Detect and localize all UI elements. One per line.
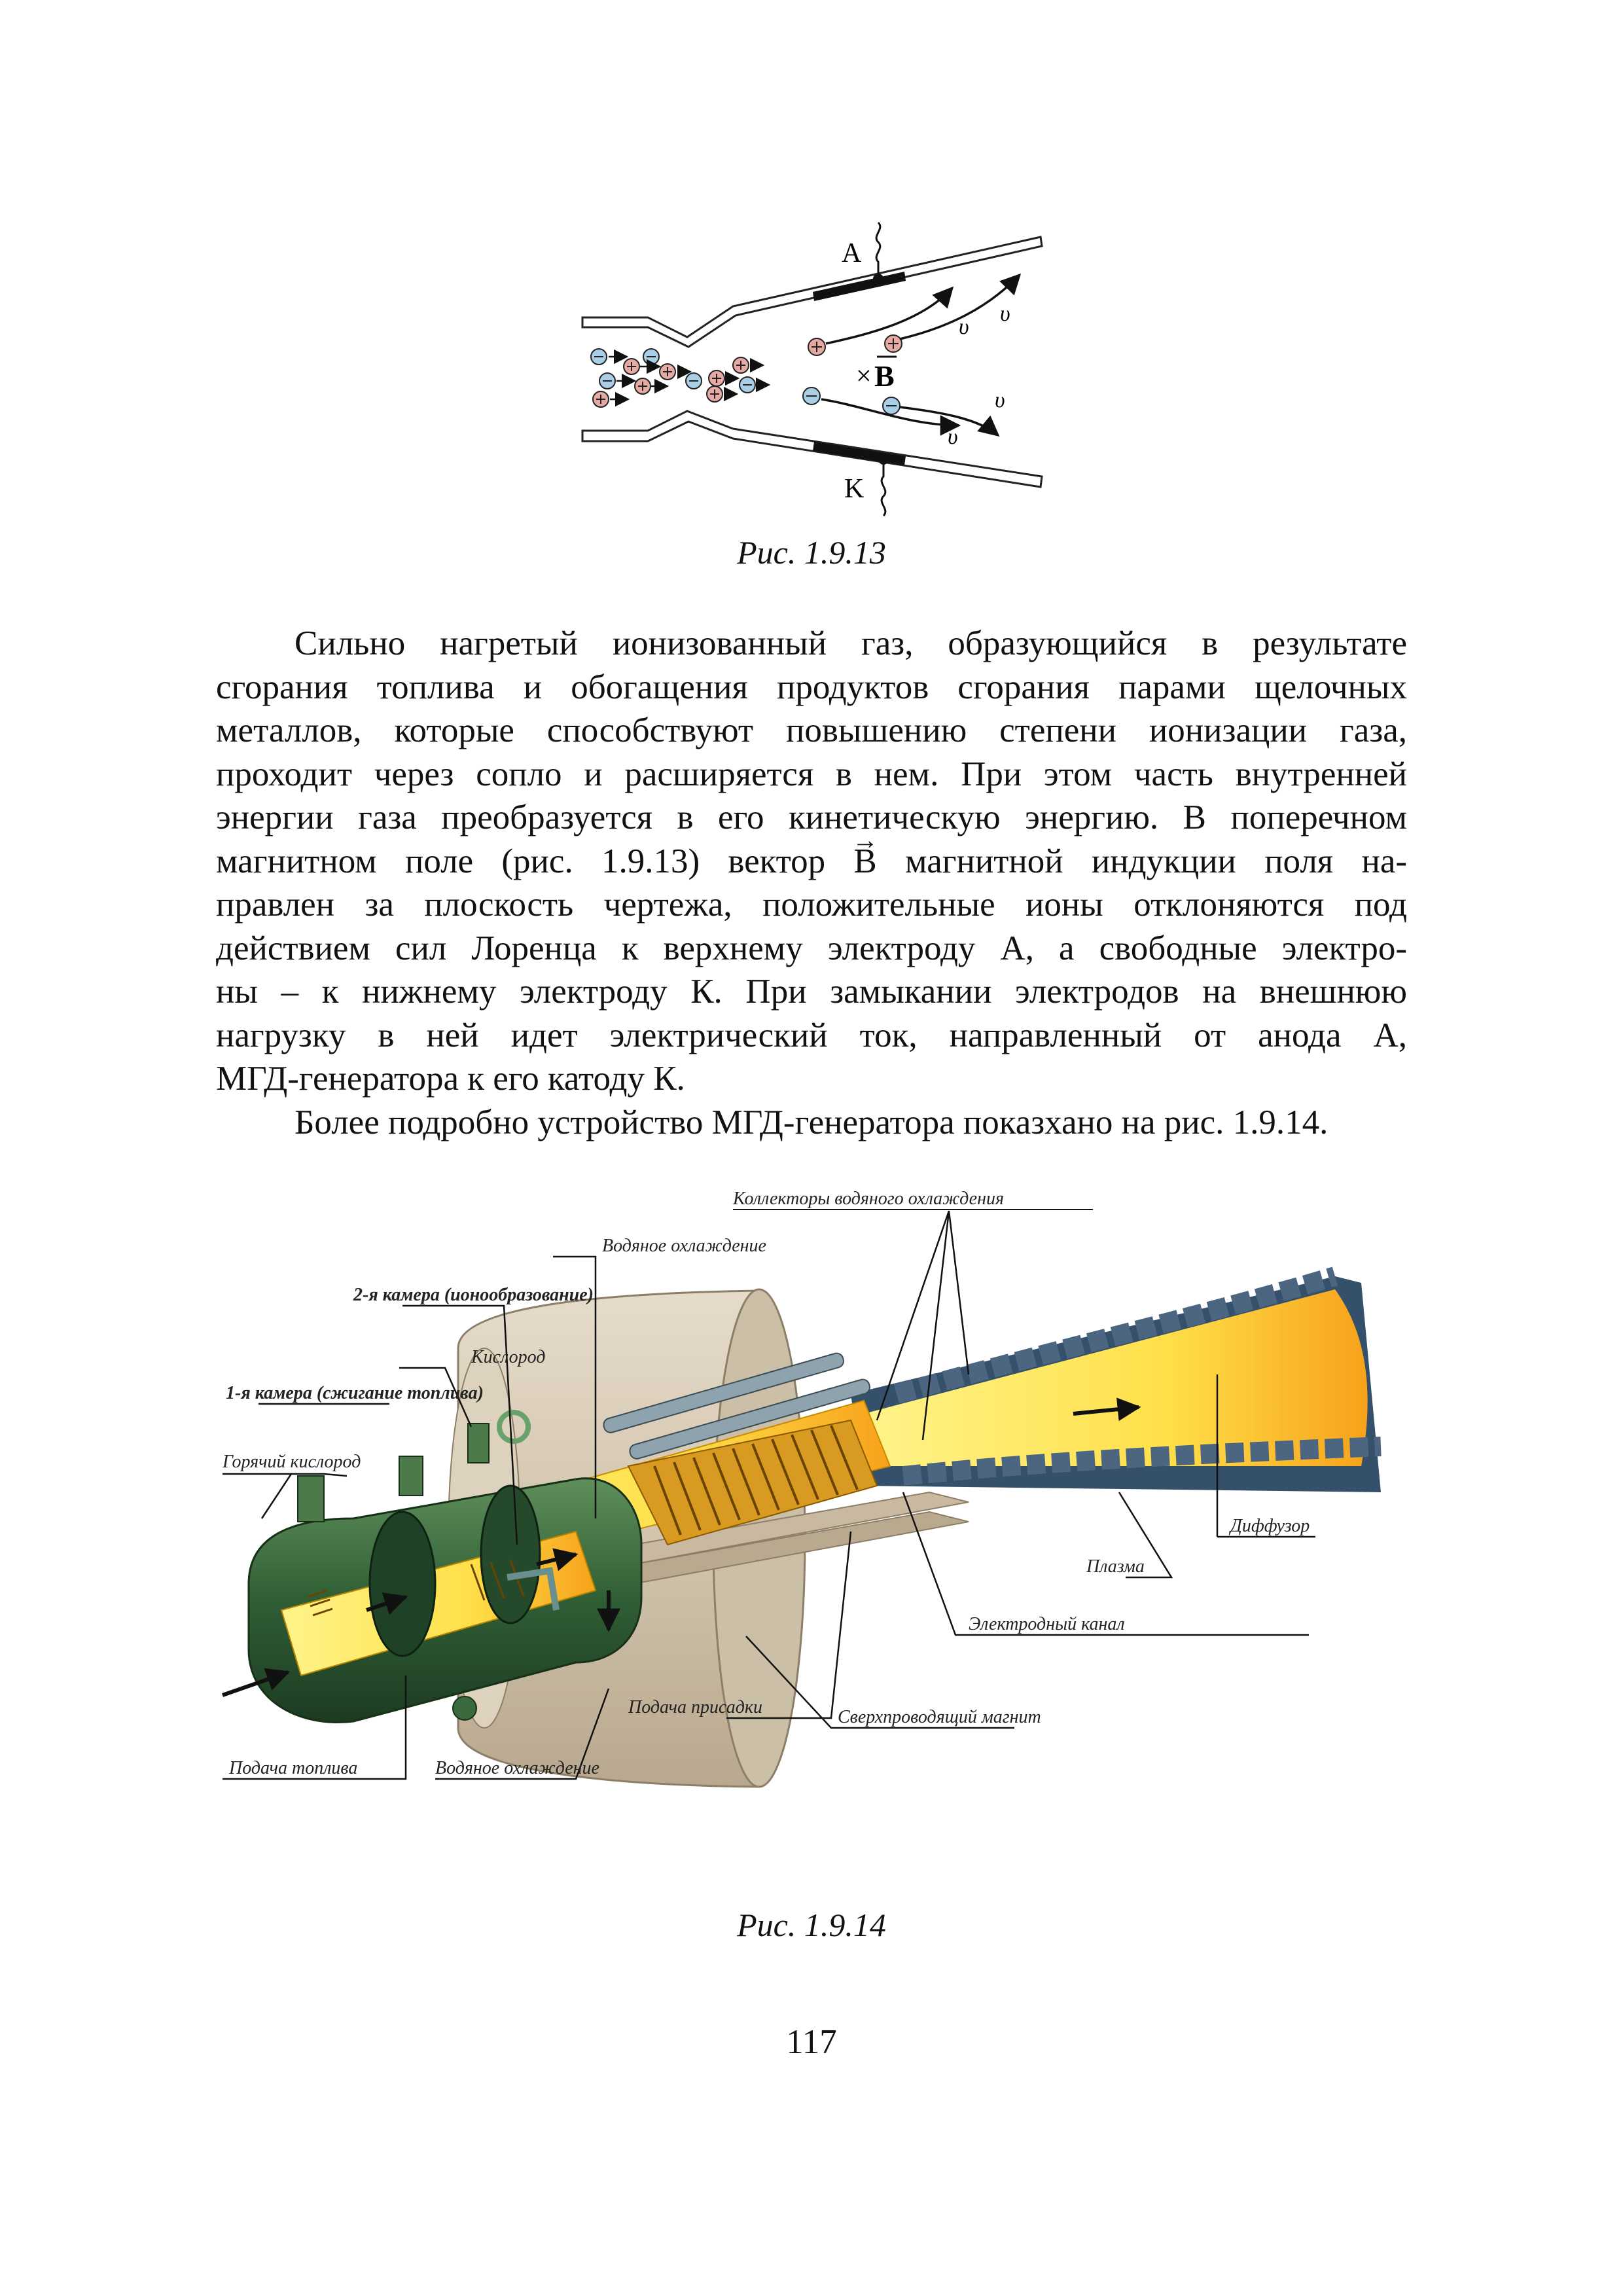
label-water-cooling-bottom: Водяное охлаждение xyxy=(435,1758,599,1778)
velocity-label: υ xyxy=(995,388,1005,412)
text-line: проходит через сопло и расширяется в нем. При этом часть внутренней xyxy=(216,755,1407,793)
figure-caption-1: Рис. 1.9.13 xyxy=(737,534,886,571)
text-line: МГД-генератора к его катоду К. xyxy=(216,1060,685,1098)
label-cathode: K xyxy=(844,474,865,504)
diffuser xyxy=(851,1276,1381,1492)
text-line: действием сил Лоренца к верхнему электроду А, а свободные электро- xyxy=(216,929,1407,967)
label-anode: A xyxy=(842,238,862,268)
label-hot-oxygen: Горячий кислород xyxy=(223,1452,361,1472)
text-line: энергии газа преобразуется в его кинетическую энергию. В поперечном xyxy=(216,798,1407,836)
body-paragraph-1 xyxy=(216,622,1407,1101)
text-line: правлен за плоскость чертежа, положительные ионы отклоняются под xyxy=(216,886,1407,924)
text-segment: магнитной индукции поля на- xyxy=(876,842,1407,880)
anode-wire xyxy=(876,223,880,278)
label-diffuser: Диффузор xyxy=(1230,1516,1310,1536)
label-water-cooling-top: Водяное охлаждение xyxy=(602,1236,766,1256)
trajectories xyxy=(821,275,1020,435)
text-line: ны – к нижнему электроду К. При замыкании электродов на внешнюю xyxy=(216,973,1407,1011)
label-electrode-channel: Электродный канал xyxy=(969,1614,1125,1634)
velocity-label: υ xyxy=(948,425,958,449)
vector-b-symbol: → B xyxy=(853,840,876,884)
page-number: 117 xyxy=(786,2023,837,2061)
label-chamber-1: 1-я камера (сжигание топлива) xyxy=(226,1383,484,1403)
label-chamber-2: 2-я камера (ионообразование) xyxy=(353,1285,594,1305)
text-line: Сильно нагретый ионизованный газ, образующийся в результате xyxy=(294,624,1407,662)
label-b-field: B xyxy=(874,359,895,393)
label-plasma: Плазма xyxy=(1086,1556,1145,1577)
body-paragraph-2: Более подробно устройство МГД-генератора показхано на рис. 1.9.14. xyxy=(294,1103,1329,1141)
figure-caption-2: Рис. 1.9.14 xyxy=(737,1907,886,1943)
text-segment: магнитном поле (рис. 1.9.13) вектор xyxy=(216,842,854,880)
velocity-label: υ xyxy=(959,315,969,339)
label-superconducting-magnet: Сверхпроводящий магнит xyxy=(838,1707,1041,1727)
figure-1-9-13 xyxy=(569,209,1054,517)
text-line: металлов, которые способствуют повышению степени ионизации газа, xyxy=(216,711,1407,749)
text-line: нагрузку в ней идет электрический ток, направленный от анода А, xyxy=(216,1016,1407,1054)
cross-symbol: × xyxy=(856,361,872,391)
text-line: сгорания топлива и обогащения продуктов сгорания парами щелочных xyxy=(216,668,1407,706)
label-oxygen: Кислород xyxy=(471,1347,546,1367)
text-line xyxy=(216,840,1407,884)
label-additive-feed: Подача присадки xyxy=(628,1697,762,1717)
velocity-label: υ xyxy=(1000,302,1010,326)
figure-1-9-14 xyxy=(209,1178,1440,1898)
cathode-wire xyxy=(882,460,885,516)
nozzle-upper-wall xyxy=(582,237,1042,347)
label-fuel-feed: Подача топлива xyxy=(229,1758,358,1778)
label-collectors: Коллекторы водяного охлаждения xyxy=(733,1189,1004,1209)
